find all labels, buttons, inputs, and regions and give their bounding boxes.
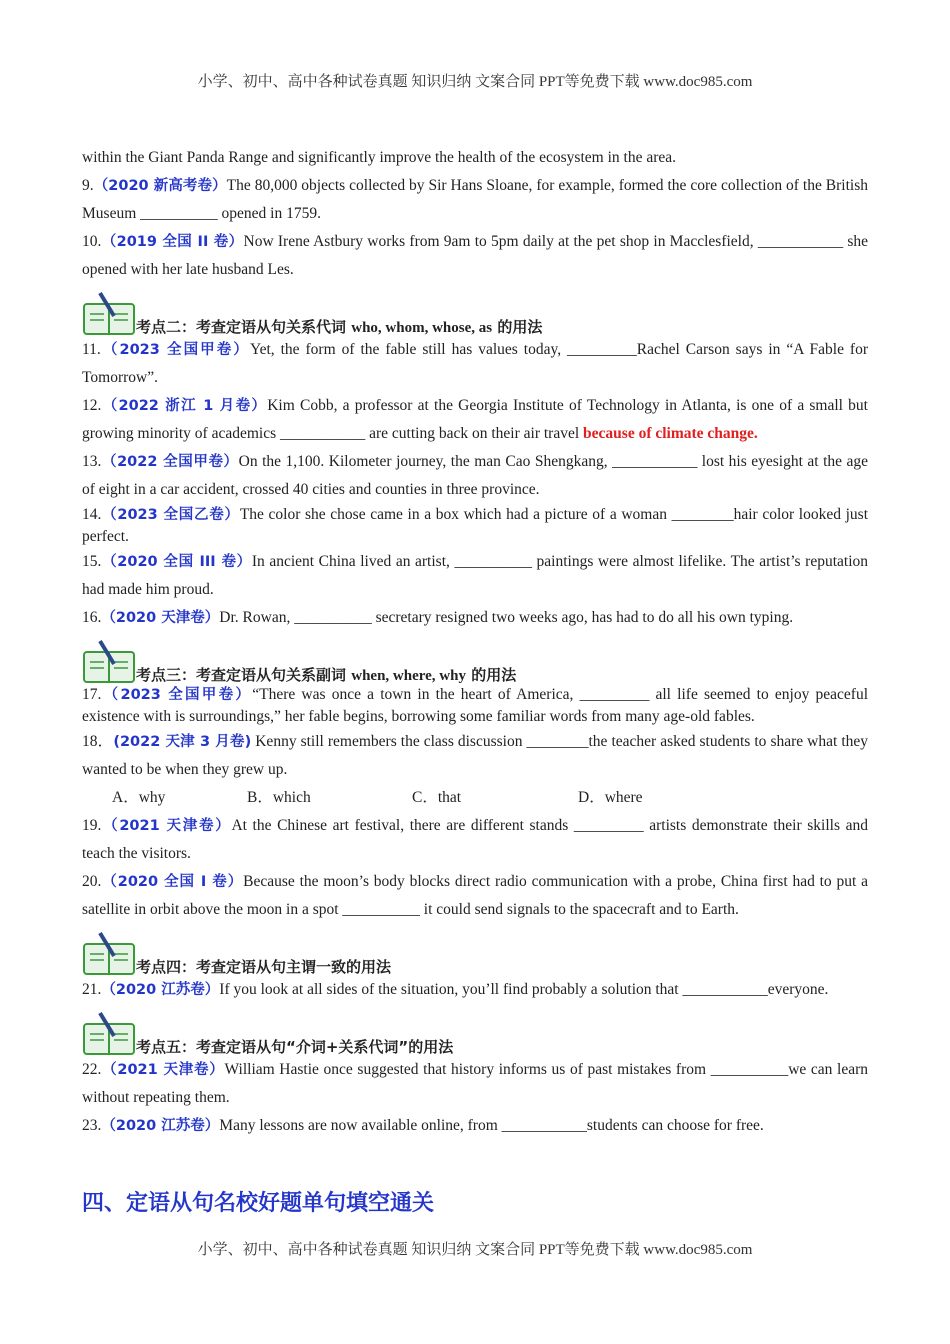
question-source: （2021 天津卷）: [101, 1062, 225, 1078]
section-title: 四、定语从句名校好题单句填空通关: [82, 1191, 435, 1216]
option-b: B．which: [247, 789, 311, 806]
question-number: 21.: [82, 981, 102, 998]
book-icon: [82, 930, 136, 976]
question-21: [82, 976, 868, 1004]
kaodian-title: 考点三：考查定语从句关系副词 when, where, why 的用法: [136, 666, 517, 684]
option-a: A．why: [112, 789, 166, 806]
question-source: （2023 全国乙卷）: [101, 507, 240, 523]
question-text: Dr. Rowan, __________ secretary resigned two weeks ago, has had to do all his own typing.: [219, 609, 794, 626]
question-source: （2022 全国甲卷）: [101, 454, 239, 470]
question-number: 9.: [82, 177, 94, 194]
question-source: （2020 天津卷）: [101, 610, 220, 626]
question-source: （2020 新高考卷）: [93, 178, 227, 194]
question-13: [82, 448, 868, 504]
page-header: 小学、初中、高中各种试卷真题 知识归纳 文案合同 PPT等免费下载 www.doc985.com: [197, 74, 753, 90]
question-number: 15.: [82, 553, 102, 570]
question-source: (2022 天津 3 月卷): [113, 734, 252, 750]
question-text: Now Irene Astbury works from 9am to 5pm daily at the pet shop in Macclesfield, ___________ she opened with her late husband Les.: [82, 233, 869, 278]
question-number: 12.: [82, 397, 102, 414]
question-text: The color she chose came in a box which had a picture of a woman ________hair color looked just perfect.: [82, 506, 869, 545]
question-text: William Hastie once suggested that history informs us of past mistakes from __________we can learn without repeating them.: [82, 1061, 868, 1106]
question-source: （2020 江苏卷）: [101, 1118, 220, 1134]
question-10: [82, 228, 868, 284]
question-source: （2023 全国甲卷）: [101, 687, 253, 703]
question-number: 16.: [82, 609, 102, 626]
question-text: In ancient China lived an artist, __________ paintings were almost lifelike. The artist’s reputation had made him proud.: [82, 553, 868, 598]
question-12: [82, 392, 868, 448]
question-source: （2020 全国 III 卷）: [101, 554, 252, 570]
kaodian-title: 考点四：考查定语从句主谓一致的用法: [136, 958, 392, 976]
question-source: （2020 江苏卷）: [101, 982, 220, 998]
question-text: The 80,000 objects collected by Sir Hans Sloane, for example, formed the core collection of the British Museum __________ opened in 1759.: [82, 177, 868, 222]
question-number: 18．: [82, 733, 114, 750]
option-c: C．that: [412, 789, 462, 806]
answer-options: [82, 784, 868, 812]
question-number: 11.: [82, 341, 101, 358]
question-text: If you look at all sides of the situation, you’ll find probably a solution that ___________everyone.: [219, 981, 829, 998]
book-icon: [82, 1010, 136, 1056]
question-text: Because the moon’s body blocks direct radio communication with a probe, China first had to put a satellite in orbit above the moon in a spot __________ it could send signals to the spacecraft and to Earth.: [82, 873, 868, 918]
question-11: [82, 336, 868, 392]
question-9: [82, 172, 868, 228]
question-source: （2023 全国甲卷）: [100, 342, 250, 358]
question-source: （2021 天津卷）: [101, 818, 232, 834]
question-17: [82, 684, 868, 728]
question-source: （2019 全国 II 卷）: [101, 234, 244, 250]
question-18: [82, 728, 868, 784]
question-22: [82, 1056, 868, 1112]
question-number: 17.: [82, 686, 102, 703]
question-source: （2020 全国 I 卷）: [101, 874, 244, 890]
book-icon: [82, 638, 136, 684]
question-20: [82, 868, 868, 924]
question-23: [82, 1112, 868, 1140]
question-text: “There was once a town in the heart of America, _________ all life seemed to enjoy peaceful existence with is surroundings,” her fable begins, borrowing some familiar words from many age-old fables.: [82, 686, 869, 725]
question-number: 13.: [82, 453, 102, 470]
question-14: [82, 504, 868, 548]
kaodian-2-heading: [82, 290, 868, 336]
highlight-text: because of climate change.: [583, 425, 758, 442]
question-text: Many lessons are now available online, from ___________students can choose for free.: [219, 1117, 764, 1134]
option-d: D．where: [578, 789, 643, 806]
kaodian-3-heading: [82, 638, 868, 684]
kaodian-title: 考点二：考查定语从句关系代词 who, whom, whose, as 的用法: [136, 318, 543, 336]
question-number: 20.: [82, 873, 102, 890]
question-source: （2022 浙江 1 月卷）: [101, 398, 268, 414]
question-15: [82, 548, 868, 604]
intro-line: within the Giant Panda Range and significantly improve the health of the ecosystem in the area.: [82, 149, 676, 166]
question-19: [82, 812, 868, 868]
question-16: [82, 604, 868, 632]
kaodian-4-heading: [82, 930, 868, 976]
question-text: Kim Cobb, a professor at the Georgia Institute of Technology in Atlanta, is one of a small but growing minority of academics ___________ are cutting back on their air travel: [82, 397, 868, 442]
kaodian-5-heading: [82, 1010, 868, 1056]
kaodian-title: 考点五：考查定语从句“介词+关系代词”的用法: [136, 1038, 454, 1056]
question-text: Yet, the form of the fable still has values today, _________Rachel Carson says in “A Fable for Tomorrow”.: [82, 341, 868, 386]
question-text: At the Chinese art festival, there are different stands _________ artists demonstrate their skills and teach the visitors.: [82, 817, 868, 862]
question-number: 19.: [82, 817, 102, 834]
question-number: 14.: [82, 506, 102, 523]
question-text: Kenny still remembers the class discussion ________the teacher asked students to share what they wanted to be when they grew up.: [82, 733, 869, 778]
question-number: 22.: [82, 1061, 102, 1078]
question-number: 10.: [82, 233, 102, 250]
question-text: On the 1,100. Kilometer journey, the man Cao Shengkang, ___________ lost his eyesight at the age of eight in a car accident, crossed 40 cities and counties in three province.: [82, 453, 868, 498]
book-icon: [82, 290, 136, 336]
question-number: 23.: [82, 1117, 102, 1134]
page-footer: 小学、初中、高中各种试卷真题 知识归纳 文案合同 PPT等免费下载 www.doc985.com: [197, 1242, 753, 1258]
document-body: [82, 144, 868, 1140]
